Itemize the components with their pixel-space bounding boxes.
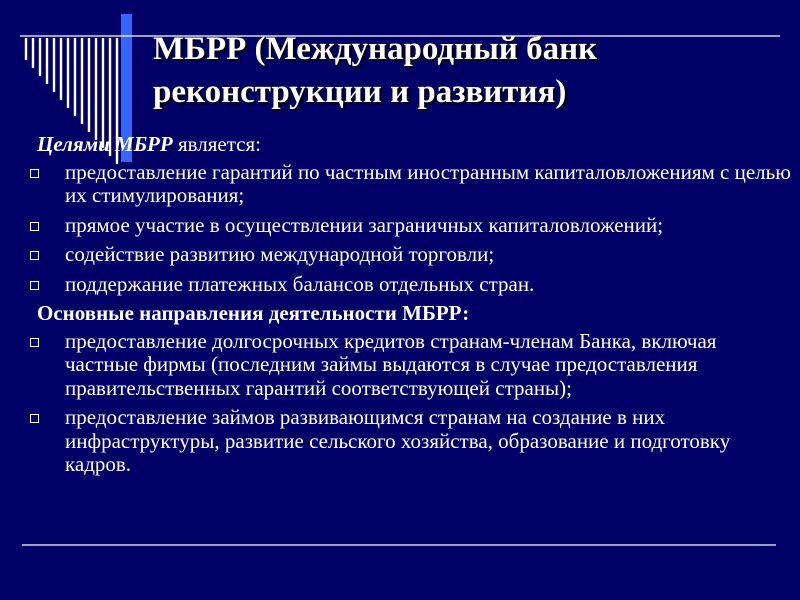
list-item: поддержание платежных балансов отдельных стран. (22, 273, 792, 297)
square-bullet-icon (30, 169, 39, 178)
list-item: прямое участие в осуществлении заграничных капиталовложений; (22, 214, 792, 238)
goals-list (22, 161, 792, 297)
goals-heading (37, 133, 792, 157)
goals-heading-rest: является: (172, 132, 261, 156)
goals-heading-strong: Целями МБРР (37, 132, 173, 156)
square-bullet-icon (30, 222, 39, 231)
directions-list (22, 330, 792, 477)
list-item: предоставление долгосрочных кредитов странам-членам Банка, включая частные фирмы (последним займы выдаются в случае предоставления правительственных гарантий соответствующей страны); (22, 330, 792, 401)
list-item: предоставление займов развивающимся странам на создание в них инфраструктуры, развитие сельского хозяйства, образование и подготовку кадров. (22, 406, 792, 477)
list-item: предоставление гарантий по частным иностранным капиталовложениям с целью их стимулирования; (22, 161, 792, 208)
slide-title: МБРР (Международный банк реконструкции и развития) (153, 31, 598, 110)
slide-content (22, 133, 792, 483)
square-bullet-icon (30, 414, 39, 423)
directions-heading: Основные направления деятельности МБРР: (37, 301, 470, 325)
square-bullet-icon (30, 251, 39, 260)
square-bullet-icon (30, 281, 39, 290)
square-bullet-icon (30, 338, 39, 347)
list-item: содействие развитию международной торговли; (22, 243, 792, 267)
